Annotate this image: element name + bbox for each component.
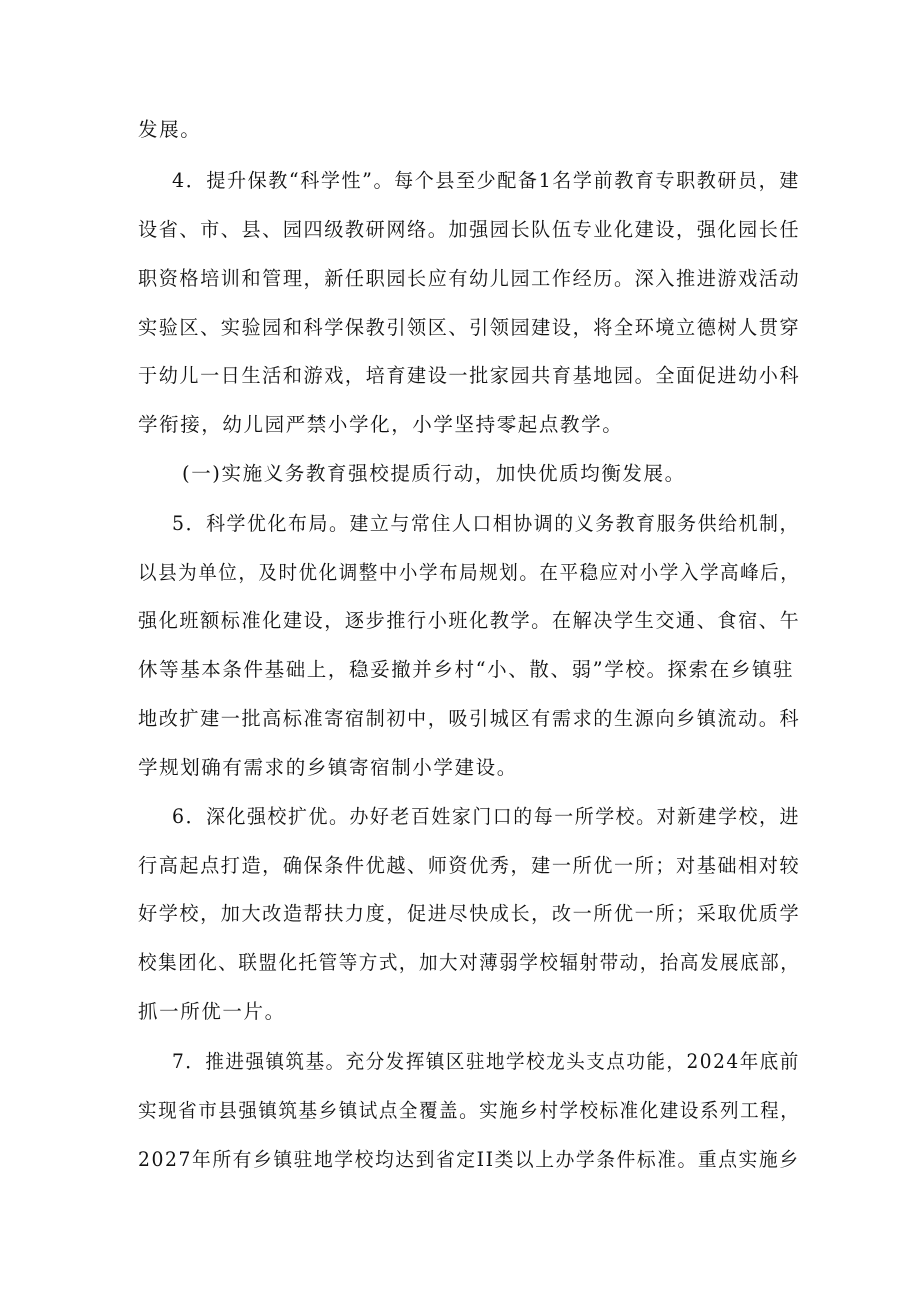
text-line: 行高起点打造，确保条件优越、师资优秀，建一所优一所；对基础相对较 xyxy=(138,854,801,877)
text-line: 4．提升保教“科学性”。每个县至少配备1名学前教育专职教研员，建 xyxy=(172,169,800,192)
text-line: 6．深化强校扩优。办好老百姓家门口的每一所学校。对新建学校，进 xyxy=(172,805,801,828)
text-line: 休等基本条件基础上，稳妥撤并乡村“小、散、弱”学校。探索在乡镇驻 xyxy=(138,658,795,681)
text-line: 以县为单位，及时优化调整中小学布局规划。在平稳应对小学入学高峰后， xyxy=(138,561,801,584)
text-line: 学规划确有需求的乡镇寄宿制小学建设。 xyxy=(138,756,518,779)
text-line: 5．科学优化布局。建立与常住人口相协调的义务教育服务供给机制， xyxy=(172,512,801,535)
section-heading: (一)实施义务教育强校提质行动，加快优质均衡发展。 xyxy=(182,462,686,485)
text-line: 职资格培训和管理，新任职园长应有幼儿园工作经历。深入推进游戏活动 xyxy=(138,267,801,290)
text-line: 实现省市县强镇筑基乡镇试点全覆盖。实施乡村学校标准化建设系列工程， xyxy=(138,1099,801,1122)
text-line: 设省、市、县、园四级教研网络。加强园长队伍专业化建设，强化园长任 xyxy=(138,218,801,241)
text-line: 学衔接，幼儿园严禁小学化，小学坚持零起点教学。 xyxy=(138,413,624,436)
text-line: 7．推进强镇筑基。充分发挥镇区驻地学校龙头支点功能，2024年底前 xyxy=(172,1050,800,1073)
text-line: 于幼儿一日生活和游戏，培育建设一批家园共育基地园。全面促进幼小科 xyxy=(138,364,801,387)
text-line: 地改扩建一批高标准寄宿制初中，吸引城区有需求的生源向乡镇流动。科 xyxy=(138,707,801,730)
text-line: 强化班额标准化建设，逐步推行小班化教学。在解决学生交通、食宿、午 xyxy=(138,609,801,632)
text-line: 抓一所优一片。 xyxy=(138,1000,286,1023)
text-line: 实验区、实验园和科学保教引领区、引领园建设，将全环境立德树人贯穿 xyxy=(138,316,801,339)
text-line: 2027年所有乡镇驻地学校均达到省定II类以上办学条件标准。重点实施乡 xyxy=(138,1148,800,1171)
text-line: 好学校，加大改造帮扶力度，促进尽快成长，改一所优一所；采取优质学 xyxy=(138,902,801,925)
text-line: 发展。 xyxy=(138,118,202,141)
text-line: 校集团化、联盟化托管等方式，加大对薄弱学校辐射带动，抬高发展底部， xyxy=(138,951,801,974)
